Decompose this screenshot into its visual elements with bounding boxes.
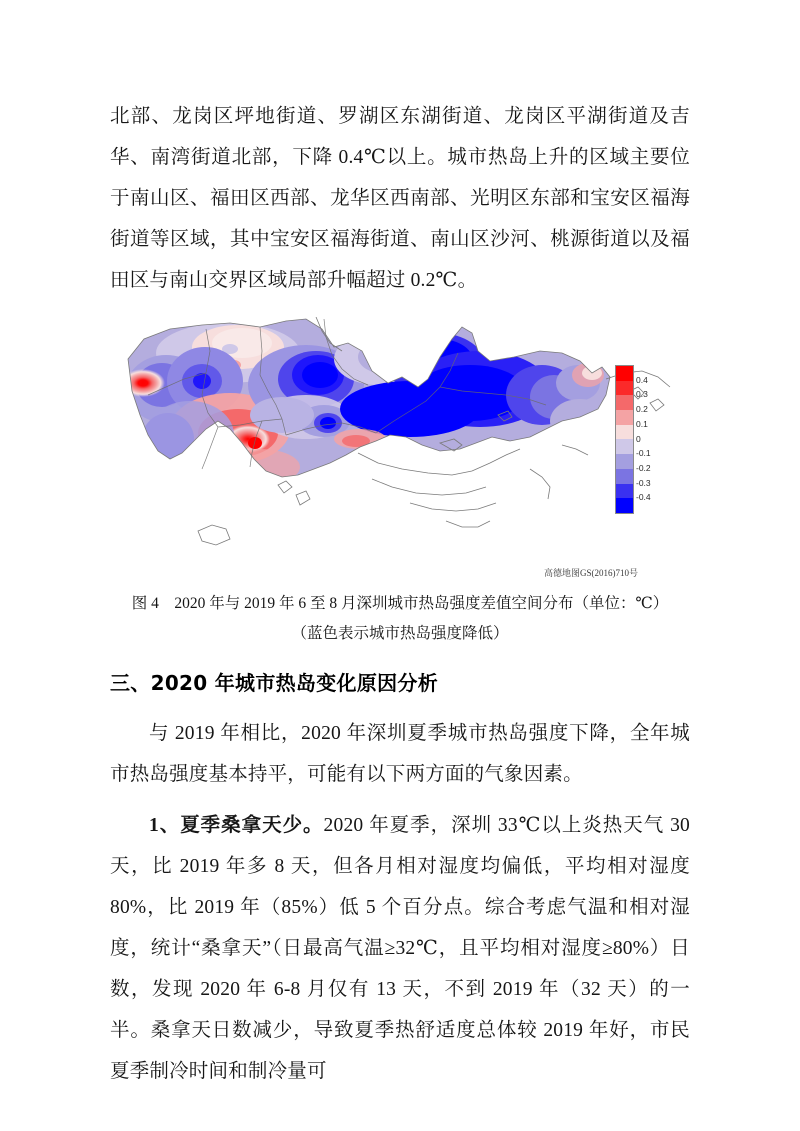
- colorbar-band-6: [616, 454, 633, 469]
- colorbar-tick: 0.4: [636, 374, 648, 385]
- spacer: [110, 649, 690, 663]
- colorbar-band-0: [616, 366, 633, 381]
- paragraph-sauna-days: [110, 805, 690, 1092]
- map-colorbar: [615, 365, 675, 525]
- paragraph-cause-intro: 与 2019 年相比，2020 年深圳夏季城市热岛强度下降，全年城市热岛强度基本持平，可能有以下两方面的气象因素。: [110, 723, 690, 785]
- colorbar-tick: -0.3: [636, 477, 651, 488]
- page-content: [110, 96, 690, 1092]
- map-interpolated-field: [110, 317, 690, 567]
- paragraph-rest: 2020 年夏季，深圳 33℃以上炎热天气 30 天，比 2019 年多 8 天，但各月相对湿度均偏低，平均相对湿度 80%，比 2019 年（85%）低 5 个百分点。综合考虑气温和相对湿度，统计“桑拿天”（日最高气温≥32℃，且平均相对湿度≥80%）日数，发现 2020 年 6-8 月仅有 13 天，不到 2019 年（32 天）的一半。桑拿天日数减少，导致夏季热舒适度总体较 2019 年好，市民夏季制冷时间和制冷量可: [110, 815, 690, 1082]
- spacer: [110, 703, 690, 713]
- map-attribution: 高德地图GS(2016)710号: [544, 568, 638, 578]
- colorbar-band-1: [616, 381, 633, 396]
- colorbar-tick: -0.1: [636, 448, 651, 459]
- heat-island-difference-map: [110, 317, 690, 567]
- colorbar-band-2: [616, 395, 633, 410]
- colorbar-band-3: [616, 410, 633, 425]
- colorbar-tick: 0.1: [636, 418, 648, 429]
- colorbar-band-4: [616, 425, 633, 440]
- figure-4: [110, 317, 690, 585]
- map-svg: [110, 317, 690, 567]
- colorbar-band-8: [616, 484, 633, 499]
- figure-caption-main: 图 4 2020 年与 2019 年 6 至 8 月深圳城市热岛强度差值空间分布（单位：℃）: [131, 595, 669, 612]
- figure-caption-sub: （蓝色表示城市热岛强度降低）: [291, 625, 509, 642]
- colorbar-band-5: [616, 439, 633, 454]
- colorbar-tick-labels: [636, 365, 670, 512]
- colorbar-tick: -0.2: [636, 462, 651, 473]
- paragraph-lead-bold: 1、夏季桑拿天少。: [149, 815, 324, 836]
- colorbar-band-7: [616, 469, 633, 484]
- section-heading-3: 三、2020 年城市热岛变化原因分析: [110, 671, 439, 695]
- colorbar-tick: 0.3: [636, 389, 648, 400]
- colorbar-tick: -0.4: [636, 492, 651, 503]
- spacer: [110, 301, 690, 311]
- colorbar-band-9: [616, 498, 633, 513]
- colorbar-tick: 0.2: [636, 404, 648, 415]
- colorbar-gradient: [615, 365, 634, 514]
- colorbar-tick: 0: [636, 433, 641, 444]
- spacer: [110, 795, 690, 805]
- paragraph-continued: 北部、龙岗区坪地街道、罗湖区东湖街道、龙岗区平湖街道及吉华、南湾街道北部，下降 0.4℃以上。城市热岛上升的区域主要位于南山区、福田区西部、龙华区西南部、光明区东部和宝安区福海街道等区域，其中宝安区福海街道、南山区沙河、桃源街道以及福田区与南山交界区域局部升幅超过 0.2℃。: [110, 106, 690, 291]
